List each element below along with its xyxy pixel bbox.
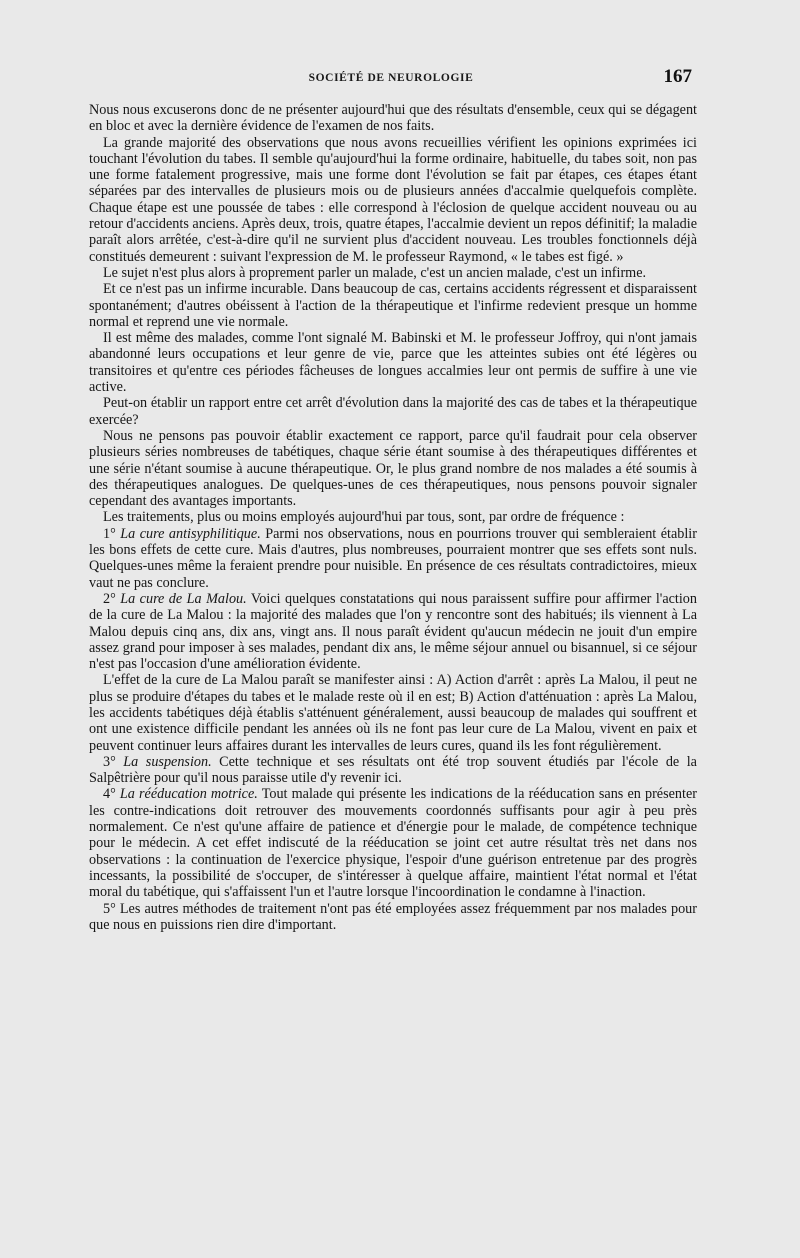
paragraph-text: Tout malade qui présente les indications de la rééducation sans en présenter les contre-indications doit retrouver des mouvements coordonnés suffisants pour agir à peu près normalement. Ce n'est qu'une affaire de patience et d'énergie pour le malade, de compétence technique pour le médecin. A cet effet indiscuté de la rééducation se joint cet autre résultat très net dans nos observations : la continuation de l'exercice physique, l'espoir d'une guérison entretenue par des progrès incessants, la possibilité de s'occuper, de s'intéresser à quelque affaire, maintient l'état normal et l'état moral du tabétique, qui s'affaissent l'un et l'autre lorsque l'incoordination le condamne à l'inaction. [89,786,697,901]
paragraph: Peut-on établir un rapport entre cet arrêt d'évolution dans la majorité des cas de tabes et la thérapeutique exercée? [89,395,697,428]
section-heading: La suspension. [123,753,212,770]
paragraph: Nous ne pensons pas pouvoir établir exactement ce rapport, parce qu'il faudrait pour cela observer plusieurs séries nombreuses de tabétiques, chaque série étant soumise à des thérapeutiques différentes et une série n'étant soumise à aucune thérapeutique. Or, le plus grand nombre de nos malades a été soumis à des thérapeutiques analogues. De quelques-unes de ces thérapeutiques, nous pensons pouvoir signaler cependant des avantages importants. [89,427,697,510]
body-text [89,102,697,933]
paragraph-text: Les autres méthodes de traitement n'ont pas été employées assez fréquemment par nos malades pour que nous en puissions rien dire d'important. [89,900,697,933]
paragraph: Nous nous excuserons donc de ne présenter aujourd'hui que des résultats d'ensemble, ceux qui se dégagent en bloc et avec la dernière évidence de l'examen de nos faits. [89,102,697,135]
paragraph-text: Cette technique et ses résultats ont été trop souvent étudiés par l'école de la Salpêtrière pour qu'il nous paraisse utile d'y revenir ici. [89,753,697,787]
section-heading: La cure de La Malou. [120,590,247,607]
paragraph-text: Parmi nos observations, nous en pourrions trouver qui sembleraient établir les bons effets de cette cure. Mais d'autres, plus nombreuses, pourraient montrer que ses effets sont nuls. Quelques-unes même la feraient prendre pour nuisible. En présence de ces résultats contradictoires, mieux vaut ne pas conclure. [89,525,697,591]
page-header [90,66,692,90]
list-paragraph [89,526,697,591]
list-paragraph [89,591,697,672]
page-number: 167 [663,66,692,87]
list-number: 5° [103,900,120,917]
paragraph: La grande majorité des observations que nous avons recueillies vérifient les opinions exprimées ici touchant l'évolution du tabes. Il semble qu'aujourd'hui la forme ordinaire, habituelle, du tabes soit, non pas une forme fatalement progressive, mais une forme dont l'évolution se fait par étapes, ces étapes étant séparées par des intervalles de plusieurs mois ou de plusieurs années d'accalmie quelquefois complète. Chaque étape est une poussée de tabes : elle correspond à l'éclosion de quelque accident nouveau ou au retour d'accidents anciens. Après deux, trois, quatre étapes, l'accalmie devient un repos définitif; la maladie paraît alors arrêtée, c'est-à-dire qu'il ne survient plus d'accident nouveau. Les troubles fonctionnels déjà constitués demeurent : suivant l'expression de M. le professeur Raymond, « le tabes est figé. » [89,134,697,265]
section-heading: La cure antisyphilitique. [120,525,261,542]
list-paragraph [89,754,697,787]
paragraph: Le sujet n'est plus alors à proprement parler un malade, c'est un ancien malade, c'est un infirme. [103,264,647,281]
paragraph: L'effet de la cure de La Malou paraît se manifester ainsi : A) Action d'arrêt : après La Malou, il peut ne plus se produire d'étapes du tabes et le malade reste où il en est; B) Action d'atténuation : après La Malou, les accidents tabétiques déjà établis s'atténuent généralement, aussi beaucoup de malades qui souffrent et ont une existence difficile pendant les années où ils ne font pas leur cure de La Malou, vivent en paix et peuvent continuer leurs affaires durant les intervalles de leurs cures, quand ils les font régulièrement. [89,672,697,754]
paragraph: Il est même des malades, comme l'ont signalé M. Babinski et M. le professeur Joffroy, qui n'ont jamais abandonné leurs occupations et leur genre de vie, parce que les atteintes subies ont été légères ou transitoires et qu'entre ces périodes fâcheuses de longues accalmies leur ont permis de suffire à une vie active. [89,330,697,396]
paragraph: Et ce n'est pas un infirme incurable. Dans beaucoup de cas, certains accidents régressent et disparaissent spontanément; d'autres obéissent à l'action de la thérapeutique et l'infirme redevient presque un homme normal et reprend une vie normale. [89,281,697,330]
section-heading: La rééducation motrice. [119,786,258,803]
running-head: SOCIÉTÉ DE NEUROLOGIE [308,72,474,84]
list-number: 2° [103,590,121,607]
list-paragraph [89,901,697,934]
list-number: 3° [103,753,124,770]
list-number: 1° [103,525,121,542]
paragraph: Les traitements, plus ou moins employés aujourd'hui par tous, sont, par ordre de fréquence : [103,509,625,526]
list-paragraph [89,786,697,900]
paragraph-text: Voici quelques constatations qui nous paraissent suffire pour affirmer l'action de la cure de La Malou : la majorité des malades que l'on y rencontre sont des habitués; ils viennent à La Malou depuis cinq ans, dix ans, vingt ans. Il nous paraît évident qu'aucun médecin ne jouit d'un empire assez grand pour imposer à ses malades, pendant dix ans, le même séjour annuel ou bisannuel, si ce séjour n'est pas l'occasion d'une amélioration évidente. [89,590,697,673]
list-number: 4° [103,786,120,803]
